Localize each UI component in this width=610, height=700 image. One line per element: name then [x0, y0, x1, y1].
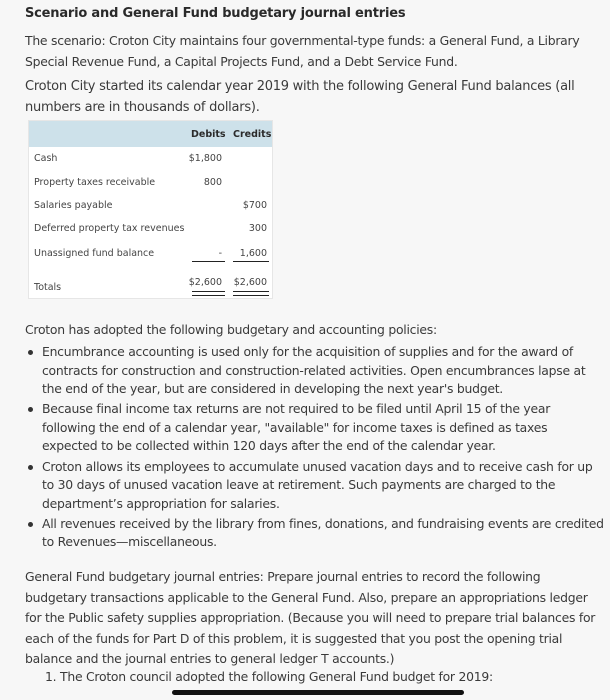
- instructions-paragraph: General Fund budgetary journal entries: Prepare journal entries to record the following budgetary transactions applicable to the General Fund. Also, prepare an appropriations ledger for the Public safety supplies appropriation. (Because you will need to prepare trial balances for each of the funds for Part D of this problem, it is suggested that you post the opening trial balance and the journal entries to general ledger T accounts.): [25, 569, 596, 666]
- opening-balances-table: [28, 120, 273, 299]
- bullet-icon: [28, 465, 33, 470]
- credit-total: $2,600: [233, 277, 267, 288]
- policy-text: Croton allows its employees to accumulate unused vacation days and to receive cash for up to 30 days of unused vacation leave at retirement. Such payments are charged to the department’s appropriation for salaries.: [42, 458, 593, 511]
- table-row: [29, 248, 272, 268]
- credit-value: 300: [248, 223, 267, 234]
- credit-subtotal-rule: [233, 261, 269, 262]
- policies-list: [25, 343, 605, 554]
- page-title: Scenario and General Fund budgetary journal entries: [25, 6, 406, 21]
- account-name: Salaries payable: [34, 200, 113, 211]
- account-name: Cash: [34, 153, 58, 164]
- credit-value: 1,600: [239, 248, 267, 259]
- bullet-icon: [28, 522, 33, 527]
- debit-value: $1,800: [188, 153, 222, 164]
- bullet-icon: [28, 407, 33, 412]
- debit-value: -: [218, 248, 222, 259]
- list-item: [25, 343, 605, 399]
- account-name: Unassigned fund balance: [34, 248, 155, 259]
- debit-total: $2,600: [188, 277, 222, 288]
- credit-total-double-rule: [233, 291, 269, 296]
- policies-intro: Croton has adopted the following budgetary and accounting policies:: [25, 322, 437, 337]
- list-item: [25, 458, 605, 514]
- item-number: 1.: [45, 669, 57, 684]
- home-indicator-bar[interactable]: [172, 690, 464, 695]
- debit-value: 800: [203, 177, 222, 188]
- policy-text: Encumbrance accounting is used only for the acquisition of supplies and for the award of contracts for construction and construction-related activities. Open encumbrances lapse at the end of the year, but are considered in developing the next year's budget.: [42, 344, 586, 397]
- debit-total-double-rule: [192, 291, 225, 296]
- policy-text: All revenues received by the library from fines, donations, and fundraising events are credited to Revenues—miscellaneous.: [42, 515, 604, 550]
- table-row: [29, 200, 272, 220]
- debit-subtotal-rule: [192, 261, 225, 262]
- debits-header: Debits: [191, 129, 226, 140]
- account-name: Property taxes receivable: [34, 177, 156, 188]
- credits-header: Credits: [233, 129, 272, 140]
- policy-text: Because final income tax returns are not required to be filed until April 15 of the year following the end of a calendar year, "available" for income taxes is defined as taxes expected to be collected within 120 days after the end of the calendar year.: [42, 401, 551, 454]
- table-row: [29, 223, 272, 243]
- item-text: The Croton council adopted the following General Fund budget for 2019:: [60, 669, 493, 684]
- balances-intro-paragraph: Croton City started its calendar year 2019 with the following General Fund balances (all numbers are in thousands of dollars).: [25, 79, 575, 115]
- table-header-row: [29, 121, 272, 147]
- account-name: Deferred property tax revenues: [34, 223, 185, 234]
- bullet-icon: [28, 350, 33, 355]
- table-row: [29, 153, 272, 173]
- scenario-paragraph: The scenario: Croton City maintains four governmental-type funds: a General Fund, a Library Special Revenue Fund, a Capital Projects Fund, and a Debt Service Fund.: [25, 33, 580, 69]
- numbered-item: [45, 669, 493, 684]
- totals-label: Totals: [34, 282, 62, 293]
- credit-value: $700: [242, 200, 267, 211]
- table-row: [29, 177, 272, 197]
- list-item: [25, 400, 605, 456]
- list-item: [25, 515, 605, 552]
